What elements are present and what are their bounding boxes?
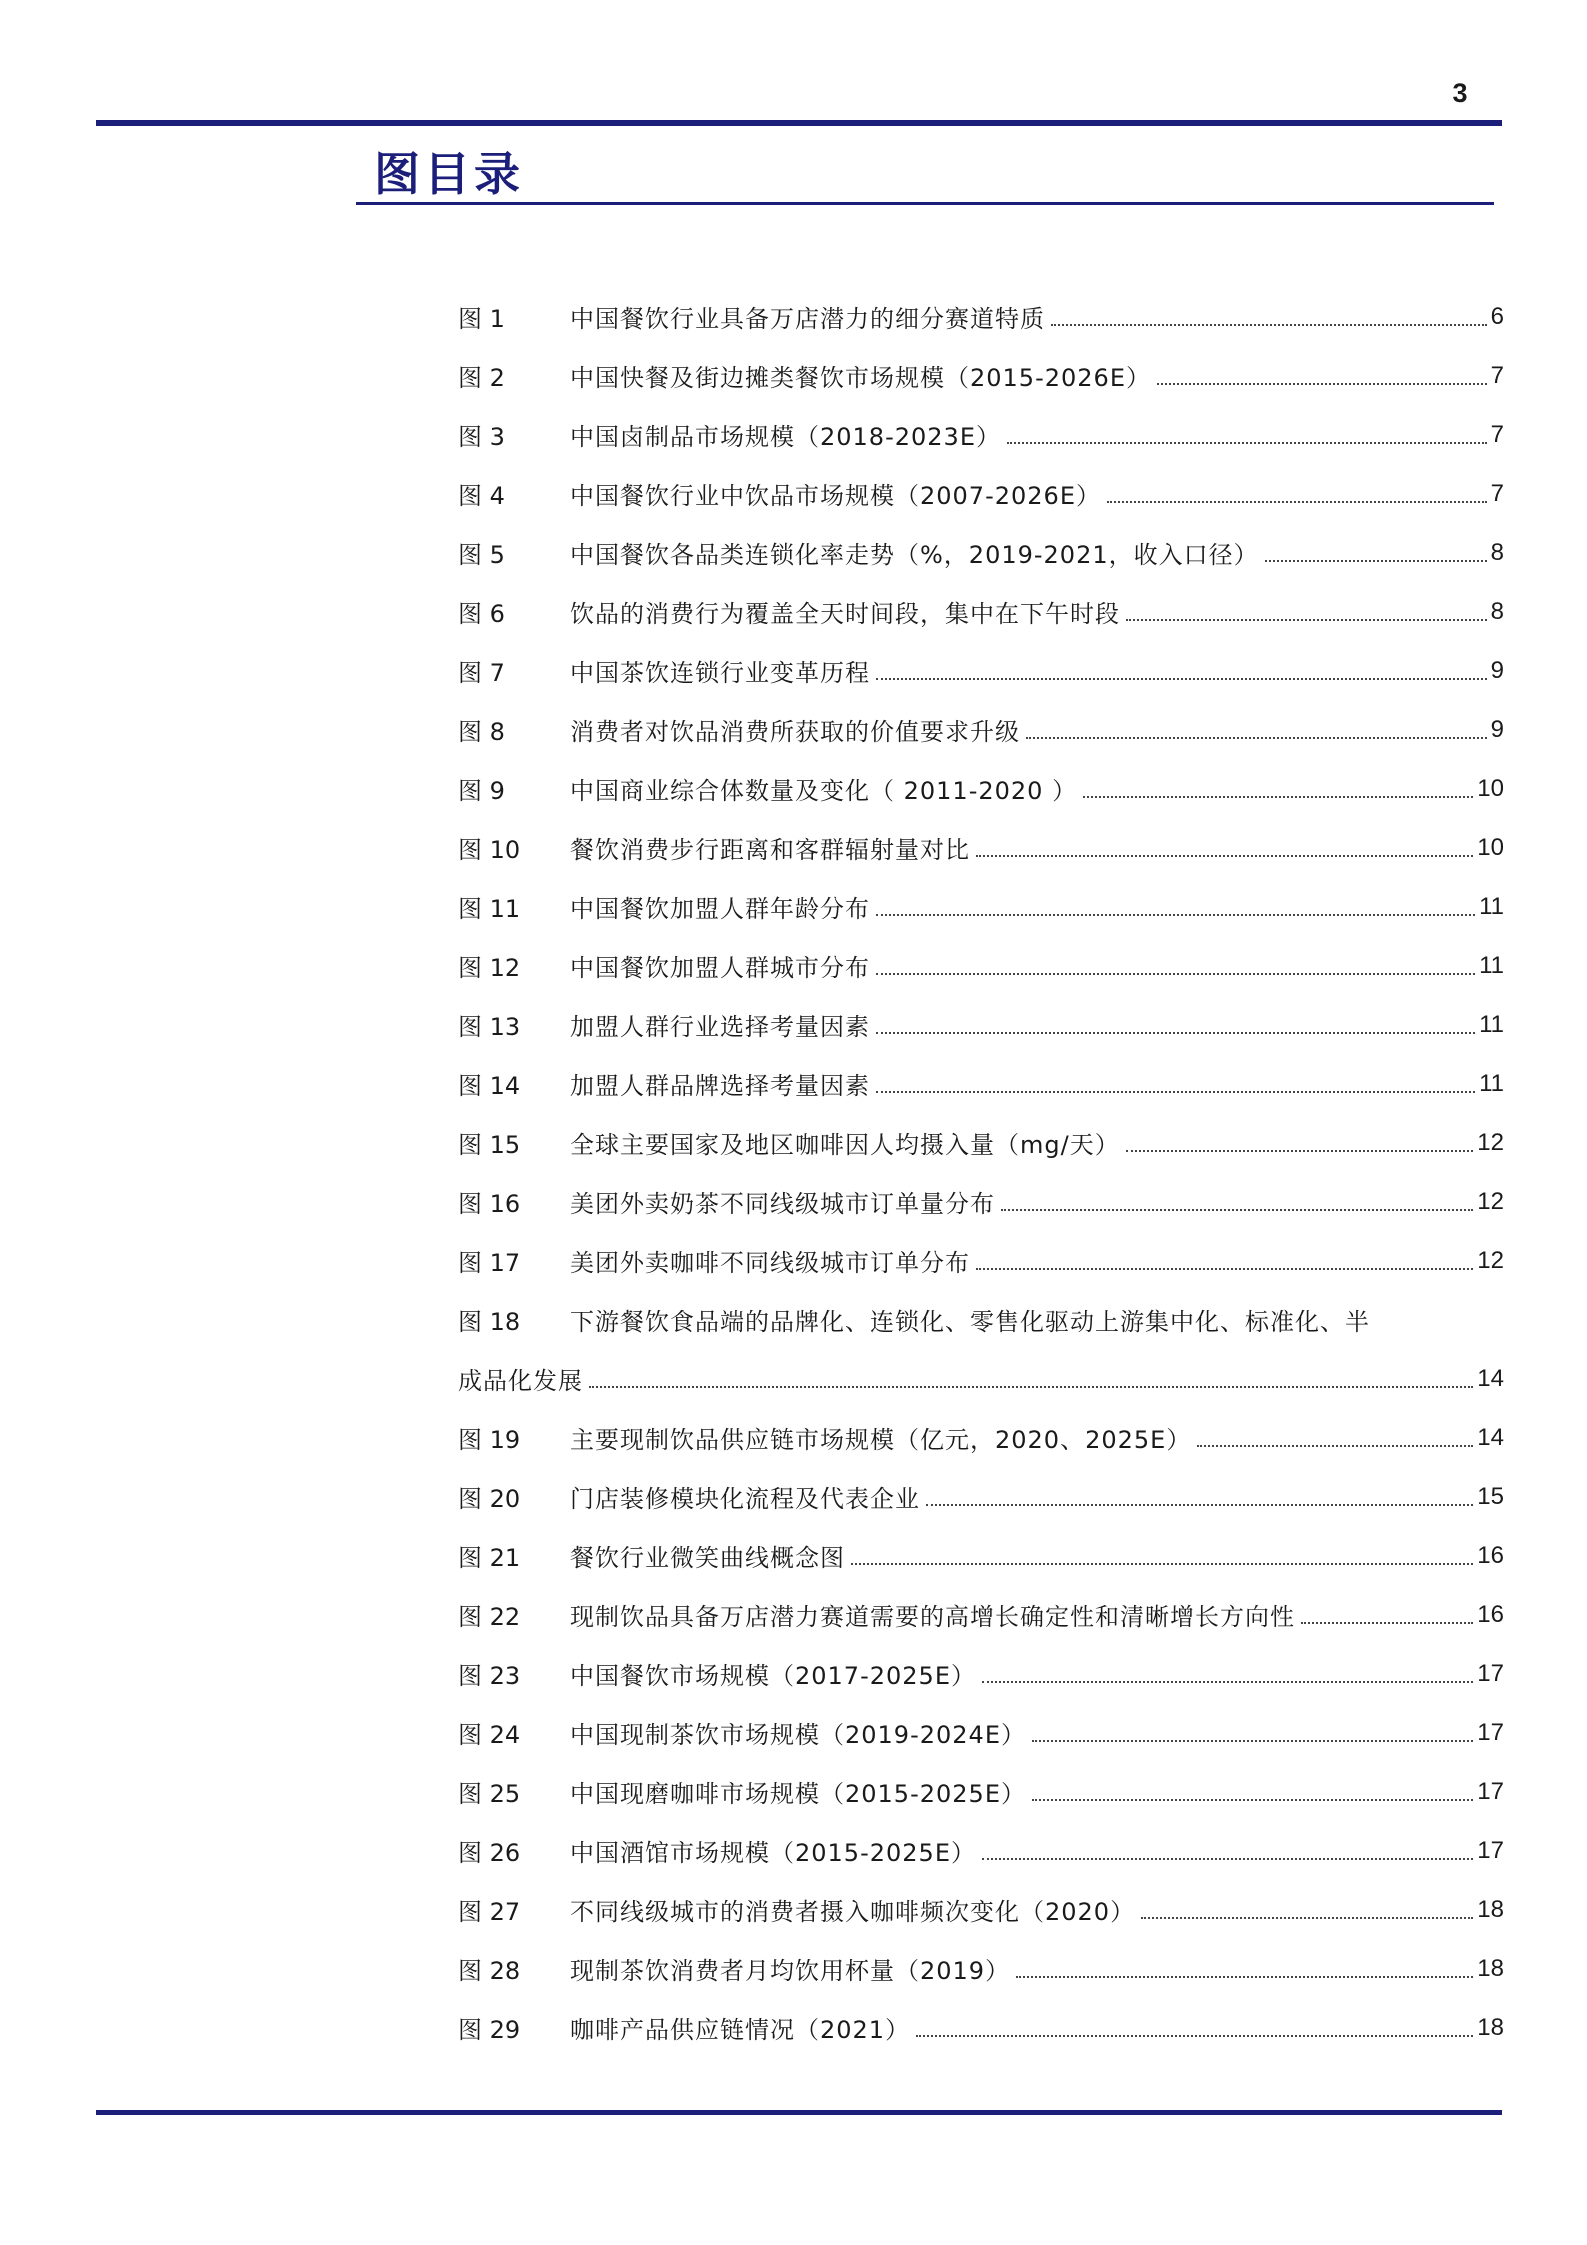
- figure-label: 图 15: [458, 1131, 521, 1159]
- figure-label: 图 5: [458, 541, 505, 569]
- figure-page-number: 8: [1490, 538, 1504, 566]
- dot-leader: [1032, 1799, 1473, 1801]
- figure-page-number: 10: [1477, 833, 1504, 861]
- toc-entry[interactable]: [458, 641, 1504, 700]
- toc-entry[interactable]: [458, 1408, 1504, 1467]
- figure-page-number: 18: [1477, 1954, 1504, 1982]
- toc-entry[interactable]: [458, 287, 1504, 346]
- dot-leader: [1032, 1740, 1473, 1742]
- figure-title: 主要现制饮品供应链市场规模（亿元，2020、2025E）: [570, 1426, 1192, 1454]
- figure-title: 消费者对饮品消费所获取的价值要求升级: [570, 718, 1020, 746]
- figure-page-number: 14: [1477, 1364, 1504, 1392]
- toc-entry[interactable]: [458, 1290, 1504, 1408]
- toc-entry[interactable]: [458, 1231, 1504, 1290]
- figure-title: 全球主要国家及地区咖啡因人均摄入量（mg/天）: [570, 1131, 1120, 1159]
- figure-page-number: 17: [1477, 1659, 1504, 1687]
- figure-label: 图 27: [458, 1898, 521, 1926]
- toc-entry[interactable]: [458, 1880, 1504, 1939]
- figure-label: 图 24: [458, 1721, 521, 1749]
- figure-title: 中国餐饮各品类连锁化率走势（%，2019-2021，收入口径）: [570, 541, 1259, 569]
- dot-leader: [1197, 1445, 1473, 1447]
- toc-entry[interactable]: [458, 1526, 1504, 1585]
- dot-leader: [589, 1386, 1473, 1388]
- figure-page-number: 7: [1490, 361, 1504, 389]
- figure-title: 加盟人群行业选择考量因素: [570, 1013, 870, 1041]
- figure-page-number: 9: [1490, 656, 1504, 684]
- figure-title: 中国餐饮行业中饮品市场规模（2007-2026E）: [570, 482, 1101, 510]
- dot-leader: [1126, 1150, 1474, 1152]
- page-number: 3: [1452, 78, 1468, 108]
- figure-label: 图 16: [458, 1190, 521, 1218]
- toc-entry[interactable]: [458, 1585, 1504, 1644]
- footer-rule: [96, 2110, 1502, 2115]
- figure-label: 图 13: [458, 1013, 521, 1041]
- figure-title-continued: 成品化发展: [458, 1367, 583, 1395]
- dot-leader: [1107, 501, 1487, 503]
- figure-title: 现制饮品具备万店潜力赛道需要的高增长确定性和清晰增长方向性: [570, 1603, 1295, 1631]
- toc-entry[interactable]: [458, 582, 1504, 641]
- figure-label: 图 18: [458, 1308, 521, 1336]
- dot-leader: [1007, 442, 1487, 444]
- dot-leader: [1141, 1917, 1473, 1919]
- figure-label: 图 12: [458, 954, 521, 982]
- dot-leader: [876, 914, 1475, 916]
- figure-page-number: 12: [1477, 1246, 1504, 1274]
- figure-page-number: 17: [1477, 1777, 1504, 1805]
- figure-label: 图 17: [458, 1249, 521, 1277]
- figure-label: 图 22: [458, 1603, 521, 1631]
- figure-label: 图 14: [458, 1072, 521, 1100]
- figure-label: 图 21: [458, 1544, 521, 1572]
- figure-label: 图 8: [458, 718, 505, 746]
- figure-page-number: 16: [1477, 1541, 1504, 1569]
- dot-leader: [976, 855, 1473, 857]
- page-title: 图目录: [374, 147, 524, 201]
- dot-leader: [1016, 1976, 1473, 1978]
- figure-page-number: 9: [1490, 715, 1504, 743]
- toc-entry[interactable]: [458, 464, 1504, 523]
- dot-leader: [851, 1563, 1473, 1565]
- figure-label: 图 25: [458, 1780, 521, 1808]
- figure-label: 图 10: [458, 836, 521, 864]
- figure-page-number: 14: [1477, 1423, 1504, 1451]
- toc-entry[interactable]: [458, 1113, 1504, 1172]
- dot-leader: [876, 973, 1475, 975]
- dot-leader: [1026, 737, 1487, 739]
- dot-leader: [1083, 796, 1473, 798]
- toc-entry[interactable]: [458, 1939, 1504, 1998]
- toc-entry[interactable]: [458, 700, 1504, 759]
- header-rule: [96, 120, 1502, 126]
- figure-title: 饮品的消费行为覆盖全天时间段，集中在下午时段: [570, 600, 1120, 628]
- figure-label: 图 26: [458, 1839, 521, 1867]
- figure-page-number: 8: [1490, 597, 1504, 625]
- figure-title: 中国快餐及街边摊类餐饮市场规模（2015-2026E）: [570, 364, 1151, 392]
- toc-entry[interactable]: [458, 877, 1504, 936]
- figure-page-number: 12: [1477, 1128, 1504, 1156]
- figure-page-number: 15: [1477, 1482, 1504, 1510]
- title-underline: [356, 202, 1494, 205]
- figure-page-number: 11: [1479, 1069, 1504, 1097]
- toc-entry[interactable]: [458, 936, 1504, 995]
- figure-page-number: 11: [1479, 892, 1504, 920]
- dot-leader: [1265, 560, 1487, 562]
- toc-entry[interactable]: [458, 1467, 1504, 1526]
- toc-entry[interactable]: [458, 1821, 1504, 1880]
- figure-title: 现制茶饮消费者月均饮用杯量（2019）: [570, 1957, 1011, 1985]
- figure-title: 餐饮消费步行距离和客群辐射量对比: [570, 836, 970, 864]
- figure-page-number: 6: [1490, 302, 1504, 330]
- figure-label: 图 28: [458, 1957, 521, 1985]
- figure-list: [458, 287, 1504, 2057]
- toc-entry[interactable]: [458, 818, 1504, 877]
- figure-title: 门店装修模块化流程及代表企业: [570, 1485, 920, 1513]
- toc-entry[interactable]: [458, 346, 1504, 405]
- dot-leader: [916, 2035, 1473, 2037]
- figure-title: 不同线级城市的消费者摄入咖啡频次变化（2020）: [570, 1898, 1136, 1926]
- dot-leader: [876, 1032, 1475, 1034]
- figure-label: 图 29: [458, 2016, 521, 2044]
- toc-entry[interactable]: [458, 1172, 1504, 1231]
- figure-title: 中国酒馆市场规模（2015-2025E）: [570, 1839, 976, 1867]
- figure-label: 图 9: [458, 777, 505, 805]
- figure-title: 中国卤制品市场规模（2018-2023E）: [570, 423, 1001, 451]
- figure-title: 中国餐饮加盟人群城市分布: [570, 954, 870, 982]
- figure-label: 图 2: [458, 364, 505, 392]
- toc-entry[interactable]: [458, 523, 1504, 582]
- dot-leader: [876, 678, 1487, 680]
- figure-label: 图 23: [458, 1662, 521, 1690]
- figure-page-number: 16: [1477, 1600, 1504, 1628]
- dot-leader: [1157, 383, 1487, 385]
- dot-leader: [1301, 1622, 1473, 1624]
- figure-page-number: 18: [1477, 2013, 1504, 2041]
- figure-label: 图 4: [458, 482, 505, 510]
- figure-page-number: 11: [1479, 951, 1504, 979]
- toc-entry[interactable]: [458, 1998, 1504, 2057]
- toc-entry[interactable]: [458, 1762, 1504, 1821]
- dot-leader: [982, 1681, 1473, 1683]
- figure-title: 下游餐饮食品端的品牌化、连锁化、零售化驱动上游集中化、标准化、半: [570, 1308, 1370, 1336]
- figure-title: 中国茶饮连锁行业变革历程: [570, 659, 870, 687]
- figure-page-number: 11: [1479, 1010, 1504, 1038]
- figure-page-number: 18: [1477, 1895, 1504, 1923]
- figure-label: 图 11: [458, 895, 521, 923]
- figure-title: 美团外卖咖啡不同线级城市订单分布: [570, 1249, 970, 1277]
- dot-leader: [1051, 324, 1487, 326]
- figure-page-number: 7: [1490, 479, 1504, 507]
- toc-entry[interactable]: [458, 1703, 1504, 1762]
- figure-title: 咖啡产品供应链情况（2021）: [570, 2016, 911, 2044]
- dot-leader: [1126, 619, 1487, 621]
- figure-page-number: 7: [1490, 420, 1504, 448]
- dot-leader: [982, 1858, 1473, 1860]
- figure-page-number: 12: [1477, 1187, 1504, 1215]
- dot-leader: [1001, 1209, 1473, 1211]
- toc-entry[interactable]: [458, 1644, 1504, 1703]
- figure-title: 中国餐饮市场规模（2017-2025E）: [570, 1662, 976, 1690]
- toc-entry[interactable]: [458, 1054, 1504, 1113]
- dot-leader: [876, 1091, 1475, 1093]
- figure-label: 图 7: [458, 659, 505, 687]
- figure-title: 餐饮行业微笑曲线概念图: [570, 1544, 845, 1572]
- figure-page-number: 10: [1477, 774, 1504, 802]
- figure-title: 中国现磨咖啡市场规模（2015-2025E）: [570, 1780, 1026, 1808]
- figure-label: 图 20: [458, 1485, 521, 1513]
- figure-label: 图 6: [458, 600, 505, 628]
- figure-label: 图 19: [458, 1426, 521, 1454]
- figure-title: 美团外卖奶茶不同线级城市订单量分布: [570, 1190, 995, 1218]
- dot-leader: [976, 1268, 1473, 1270]
- figure-label: 图 3: [458, 423, 505, 451]
- figure-title: 加盟人群品牌选择考量因素: [570, 1072, 870, 1100]
- figure-title: 中国商业综合体数量及变化（ 2011-2020 ）: [570, 777, 1078, 805]
- toc-entry[interactable]: [458, 759, 1504, 818]
- figure-title: 中国现制茶饮市场规模（2019-2024E）: [570, 1721, 1026, 1749]
- figure-page-number: 17: [1477, 1836, 1504, 1864]
- figure-page-number: 17: [1477, 1718, 1504, 1746]
- toc-entry[interactable]: [458, 405, 1504, 464]
- figure-label: 图 1: [458, 305, 505, 333]
- figure-title: 中国餐饮加盟人群年龄分布: [570, 895, 870, 923]
- figure-title: 中国餐饮行业具备万店潜力的细分赛道特质: [570, 305, 1045, 333]
- toc-entry[interactable]: [458, 995, 1504, 1054]
- dot-leader: [926, 1504, 1473, 1506]
